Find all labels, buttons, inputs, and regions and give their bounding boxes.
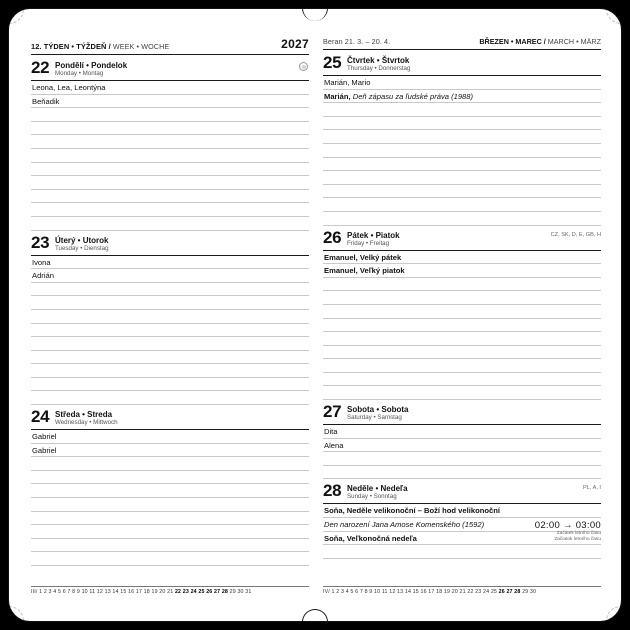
day-line-bold: Marián, [324, 91, 351, 101]
day-line-blank[interactable] [323, 212, 601, 226]
time-change-value: 02:00 → 03:00 [534, 519, 601, 531]
zodiac-label-text: Beran 21. 3. – 20. 4. [323, 37, 391, 46]
day-entry-25 [323, 55, 601, 226]
footer-suffix: 29 30 [520, 589, 537, 595]
day-line-blank[interactable] [31, 324, 309, 338]
day-names-24 [55, 409, 309, 427]
month-label [479, 37, 601, 46]
day-name-primary-27: Sobota • Sobota [347, 405, 409, 415]
day-names-28 [347, 483, 583, 501]
day-names-23 [55, 235, 309, 253]
day-line-blank[interactable] [31, 149, 309, 163]
day-line-blank[interactable] [31, 217, 309, 231]
day-header-27 [323, 404, 601, 425]
day-line-blank[interactable] [31, 122, 309, 136]
corner-decoration-bottom-right [606, 606, 622, 622]
day-line-blank[interactable] [31, 539, 309, 553]
day-line-blank[interactable] [323, 359, 601, 373]
day-header-23 [31, 232, 309, 256]
day-lines-23[interactable] [31, 256, 309, 406]
day-number-27: 27 [323, 402, 342, 422]
day-name-secondary-24: Wednesday • Mittwoch [55, 419, 118, 427]
day-line-blank[interactable] [31, 457, 309, 471]
day-header-22 [31, 60, 309, 81]
left-page-footer [31, 586, 309, 596]
day-line-rich[interactable] [323, 90, 601, 104]
day-line[interactable]: Adrián [31, 269, 309, 283]
day-name-secondary-26: Friday • Freitag [347, 239, 390, 247]
day-line-blank[interactable] [323, 117, 601, 131]
time-change-note-sk: Začiatok letného času [554, 536, 601, 542]
day-line-blank[interactable] [323, 452, 601, 466]
day-number-24: 24 [31, 407, 50, 427]
day-line[interactable]: Soňa, Neděle velikonoční – Boží hod velikonoční [323, 504, 601, 518]
day-entry-22 [31, 60, 309, 231]
day-line-blank[interactable] [323, 291, 601, 305]
day-line-blank[interactable] [31, 364, 309, 378]
day-line-blank[interactable] [31, 378, 309, 392]
day-line-blank[interactable] [31, 351, 309, 365]
day-line-blank[interactable] [31, 203, 309, 217]
time-change-note-cz: Začátek letního času [556, 530, 601, 536]
day-names-26 [347, 230, 551, 248]
day-number-28: 28 [323, 481, 342, 501]
corner-decoration-bottom-left [8, 606, 24, 622]
day-number-22: 22 [31, 58, 50, 77]
left-page-header [31, 37, 309, 55]
day-number-26: 26 [323, 227, 342, 247]
day-entry-24 [31, 409, 309, 566]
day-line-blank[interactable] [323, 466, 601, 480]
zodiac-label [323, 37, 390, 46]
moon-phase-icon [299, 62, 308, 71]
holiday-country-codes-28: PL, A, I [582, 485, 601, 492]
month-label-bold: BŘEZEN • MAREC / [479, 37, 546, 46]
day-number-25: 25 [323, 53, 342, 72]
day-name-secondary-28: Sunday • Sonntag [347, 493, 397, 501]
year-label: 2027 [281, 37, 309, 51]
footer-prefix: IV/ 1 2 3 4 5 6 7 8 9 10 11 12 13 14 15 16 17 18 19 20 21 22 23 24 25 [323, 589, 499, 595]
day-line-blank[interactable] [323, 171, 601, 185]
day-line[interactable]: Alena [323, 439, 601, 453]
left-page [31, 37, 309, 595]
month-label-thin: MARCH • MÄRZ [547, 37, 601, 46]
day-line-blank[interactable] [31, 310, 309, 324]
day-line-blank[interactable] [323, 158, 601, 172]
day-entry-26 [323, 227, 601, 401]
day-line-blank[interactable] [323, 185, 601, 199]
day-line-blank[interactable] [31, 525, 309, 539]
footer-prefix: III/ 1 2 3 4 5 6 7 8 9 10 11 12 13 14 15 16 17 18 19 20 21 [31, 589, 175, 595]
day-line-blank[interactable] [323, 373, 601, 387]
day-header-28 [323, 483, 601, 504]
day-line[interactable]: Gabriel [31, 444, 309, 458]
week-label [31, 42, 169, 51]
day-line-blank[interactable] [31, 163, 309, 177]
day-entry-27 [323, 404, 601, 479]
footer-highlight: 26 27 28 [498, 589, 521, 595]
day-names-22 [55, 60, 309, 78]
day-line-blank[interactable] [31, 484, 309, 498]
day-line-blank[interactable] [31, 135, 309, 149]
right-page-footer [323, 586, 601, 596]
day-line-blank[interactable] [31, 471, 309, 485]
day-lines-22[interactable] [31, 81, 309, 231]
day-lines-25[interactable] [323, 76, 601, 226]
day-header-26 [323, 227, 601, 251]
week-label-bold: 12. TÝDEN • TÝŽDEŇ / [31, 42, 111, 51]
day-name-secondary-22: Monday • Montag [55, 70, 104, 77]
day-header-24 [31, 409, 309, 430]
day-line-blank[interactable] [323, 346, 601, 360]
day-line-blank[interactable] [31, 391, 309, 405]
day-line-blank[interactable] [31, 337, 309, 351]
day-line-italic: Deň zápasu za ľudské práva (1988) [350, 91, 474, 101]
day-line-blank[interactable] [31, 176, 309, 190]
day-line-blank[interactable] [323, 545, 601, 559]
week-label-thin: WEEK • WOCHE [112, 42, 170, 51]
corner-decoration-top-right [606, 8, 622, 24]
day-lines-24[interactable] [31, 430, 309, 566]
day-line-blank[interactable] [323, 103, 601, 117]
day-name-primary-26: Pátek • Piatok [347, 230, 400, 240]
day-entry-23 [31, 232, 309, 406]
day-line[interactable]: Emanuel, Veľký piatok [323, 264, 601, 278]
day-number-23: 23 [31, 232, 50, 252]
day-lines-26[interactable] [323, 251, 601, 401]
day-line-blank[interactable] [31, 296, 309, 310]
day-line[interactable]: Marián, Mario [323, 76, 601, 90]
day-line-blank[interactable] [323, 144, 601, 158]
day-name-primary-28: Neděle • Nedeľa [347, 484, 408, 494]
day-line-blank[interactable] [31, 498, 309, 512]
footer-highlight: 22 23 24 25 26 27 28 [174, 589, 229, 595]
day-name-secondary-27: Saturday • Samstag [347, 414, 402, 422]
right-page-header [323, 37, 601, 50]
day-lines-27[interactable] [323, 425, 601, 479]
day-entry-28 [323, 483, 601, 558]
day-name-primary-24: Středa • Streda [55, 410, 113, 420]
corner-decoration-top-left [8, 8, 24, 24]
day-line-blank[interactable] [31, 108, 309, 122]
daylight-saving-note [496, 520, 601, 543]
diary-book [8, 8, 622, 622]
day-line[interactable]: Gabriel [31, 430, 309, 444]
day-line-blank[interactable] [323, 319, 601, 333]
day-line-blank[interactable] [323, 332, 601, 346]
day-header-25 [323, 55, 601, 76]
day-line-blank[interactable] [31, 512, 309, 526]
right-page [323, 37, 601, 595]
day-line-blank[interactable] [31, 283, 309, 297]
diary-spread [31, 37, 601, 595]
day-line[interactable]: Den narození Jana Amose Komenského (1592) [323, 518, 601, 532]
day-line-blank[interactable] [31, 190, 309, 204]
day-line-blank[interactable] [323, 278, 601, 292]
day-names-25 [347, 55, 601, 73]
footer-suffix: 29 30 31 [228, 589, 252, 595]
day-line[interactable]: Ivona [31, 256, 309, 270]
day-name-secondary-23: Tuesday • Dienstag [55, 244, 109, 252]
day-line-blank[interactable] [323, 198, 601, 212]
day-line[interactable]: Leona, Lea, Leontýna [31, 81, 309, 95]
day-line-blank[interactable] [323, 305, 601, 319]
day-line-blank[interactable] [31, 552, 309, 566]
binding-notch-top [302, 8, 328, 21]
day-name-primary-23: Úterý • Utorok [55, 235, 109, 245]
day-line-blank[interactable] [323, 386, 601, 400]
binding-notch-bottom [302, 609, 328, 622]
day-name-primary-22: Pondělí • Pondelok [55, 61, 128, 70]
day-line[interactable]: Emanuel, Velký pátek [323, 251, 601, 265]
day-name-primary-25: Čtvrtek • Štvrtok [347, 56, 410, 65]
day-line[interactable]: Dita [323, 425, 601, 439]
day-names-27 [347, 404, 601, 422]
day-line-blank[interactable] [323, 130, 601, 144]
day-line[interactable]: Soňa, Veľkonočná nedeľa [323, 532, 601, 546]
day-line[interactable]: Beňadik [31, 95, 309, 109]
day-name-secondary-25: Thursday • Donnerstag [347, 65, 411, 72]
holiday-country-codes-26: CZ, SK, D, E, GB, H [550, 231, 601, 238]
